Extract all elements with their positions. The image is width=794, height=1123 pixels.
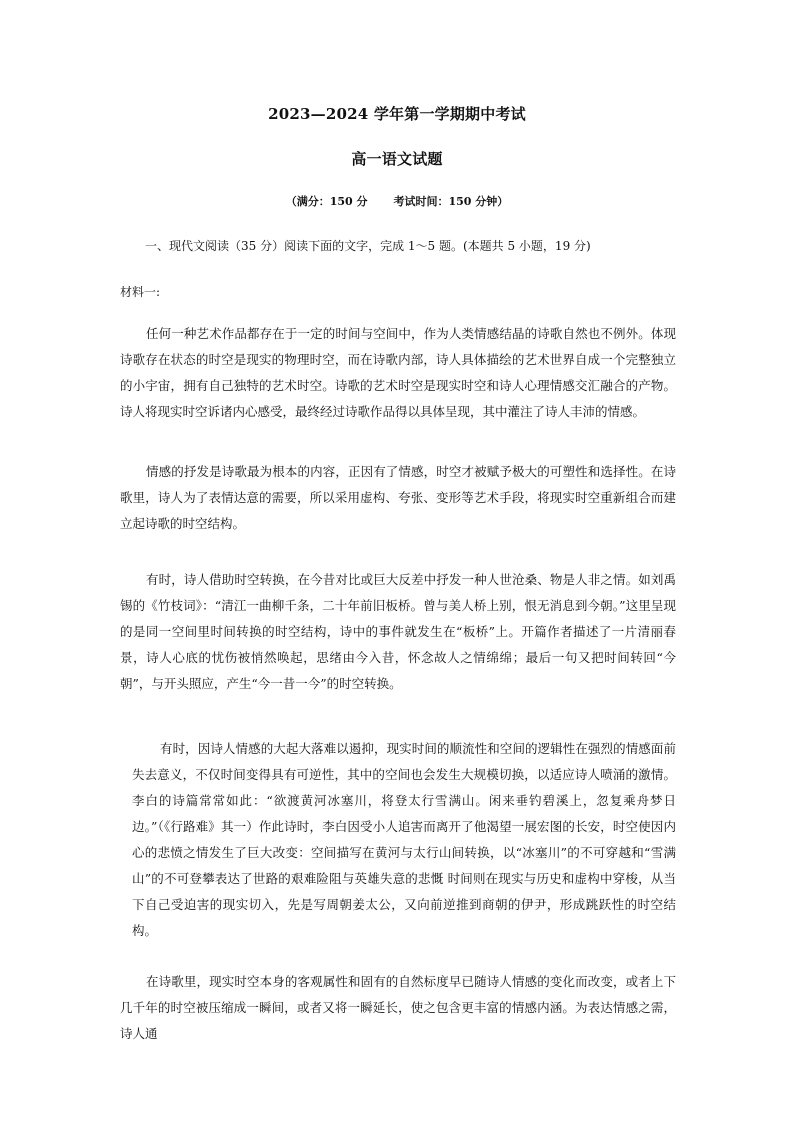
exam-title: 2023—2024 学年第一学期期中考试: [268, 105, 526, 123]
time-info: 考试时间：150 分钟）: [393, 195, 509, 208]
paragraph-1: 任何一种艺术作品都存在于一定的时间与空间中，作为人类情感结晶的诗歌自然也不例外。体现诗歌存在状态的时空是现实的物理时空，而在诗歌内部，诗人具体描绘的艺术世界自成一个完整独立的小宇宙，拥有自己独特的艺术时空。诗歌的艺术时空是现实时空和诗人心理情感交汇融合的产物。诗人将现实时空诉诸内心感受，最终经过诗歌作品得以具体呈现，其中灌注了诗人丰沛的情感。: [120, 326, 676, 419]
material-label: 材料一:: [120, 285, 161, 299]
section-heading: 一、现代文阅读（35 分）阅读下面的文字，完成 1～5 题。(本题共 5 小题，19 分): [145, 239, 591, 253]
paragraph-5: 在诗歌里，现实时空本身的客观属性和固有的自然标度早已随诗人情感的变化而改变，或者上下几千年的时空被压缩成一瞬间，或者又将一瞬延长，使之包含更丰富的情感内涵。为表达情感之需，诗人通: [120, 974, 676, 1041]
score-info: （满分：150 分: [285, 195, 368, 208]
paragraph-3: 有时，诗人借助时空转换，在今昔对比或巨大反差中抒发一种人世沧桑、物是人非之情。如刘禹锡的《竹枝词》：“清江一曲柳千条，二十年前旧板桥。曾与美人桥上别，恨无消息到今朝。”这里呈现的是同一空间里时间转换的时空结构，诗中的事件就发生在“板桥”上。开篇作者描述了一片清丽春景，诗人心底的忧伤被悄然唤起，思绪由今入昔，怀念故人之情绵绵；最后一句又把时间转回“今朝”，与开头照应，产生“今一昔一今”的时空转换。: [120, 572, 676, 691]
subject-title: 高一语文试题: [351, 150, 443, 168]
paragraph-2: 情感的抒发是诗歌最为根本的内容，正因有了情感，时空才被赋予极大的可塑性和选择性。在诗歌里，诗人为了表情达意的需要，所以采用虚构、夸张、变形等艺术手段，将现实时空重新组合而建立起诗歌的时空结构。: [120, 464, 676, 531]
paragraph-4: 有时，因诗人情感的大起大落难以遏抑，现实时间的顺流性和空间的逻辑性在强烈的情感面前失去意义，不仅时间变得具有可逆性，其中的空间也会发生大规模切换，以适应诗人喷涌的激情。李白的诗篇常常如此：“欲渡黄河冰塞川，将登太行雪满山。闲来垂钓碧溪上，忽复乘舟梦日边。”（《行路难》其一）作此诗时，李白因受小人追害而离开了他渴望一展宏图的长安，时空使因内心的悲愤之情发生了巨大改变：空间描写在黄河与太行山间转换，以“冰塞川”的不可穿越和“雪满山”的不可登攀表达了世路的艰难险阻与英雄失意的悲慨 时间则在现实与历史和虚构中穿梭，从当下自己受迫害的现实切入，先是写周朝姜太公，又向前逆推到商朝的伊尹，形成跳跃性的时空结构。: [132, 741, 676, 938]
exam-meta: [0, 193, 794, 209]
